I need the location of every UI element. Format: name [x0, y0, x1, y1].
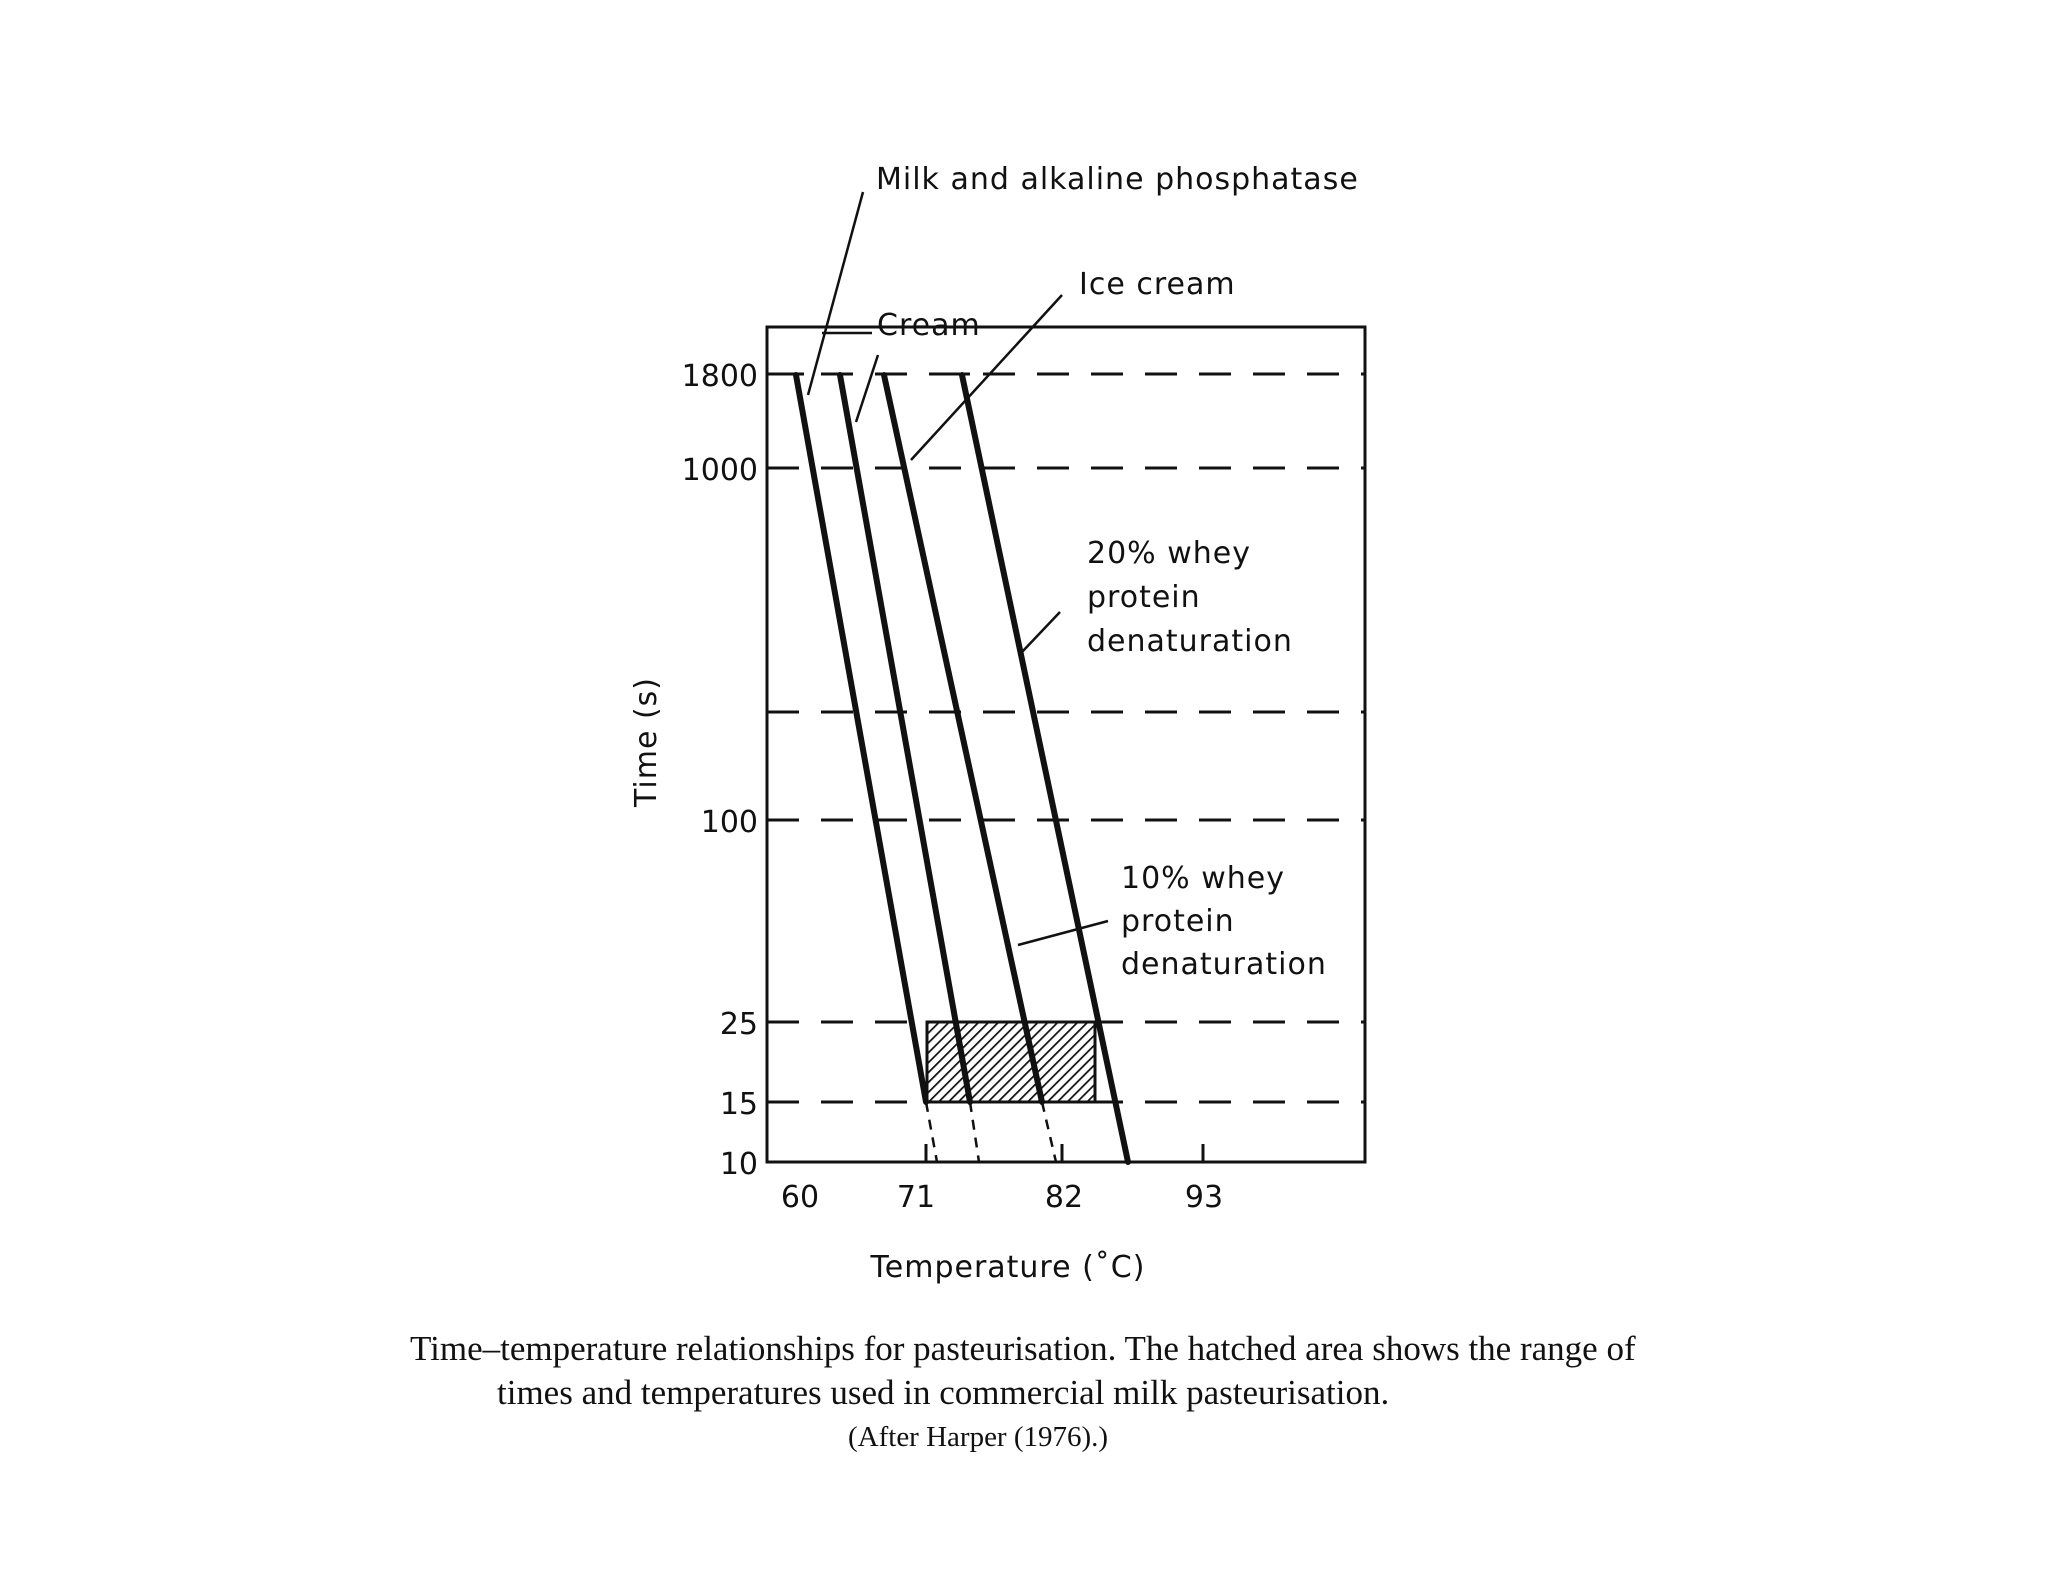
x-tick-label-93: 93 — [1184, 1180, 1224, 1215]
leader-milk — [808, 192, 863, 395]
annotation-20-whey-line2: protein — [1087, 580, 1201, 615]
x-tick-label-60: 60 — [780, 1180, 820, 1215]
caption-line-2: times and temperatures used in commercial milk pasteurisation. — [497, 1373, 1390, 1412]
x-tick-label-82: 82 — [1044, 1180, 1084, 1215]
annotation-milk: Milk and alkaline phosphatase — [876, 162, 1359, 197]
leader-20-whey — [1022, 612, 1060, 652]
leader-cream — [856, 355, 878, 422]
annotation-10-whey-line1: 10% whey — [1121, 861, 1285, 896]
caption-source: (After Harper (1976).) — [848, 1421, 1109, 1453]
y-tick-label-100: 100 — [700, 805, 758, 840]
annotation-cream: Cream — [877, 308, 981, 343]
x-tick-label-71: 71 — [896, 1180, 936, 1215]
y-axis-label: Time (s) — [629, 677, 664, 807]
annotation-20-whey-line3: denaturation — [1087, 624, 1293, 659]
annotation-20-whey-line1: 20% whey — [1087, 536, 1251, 571]
annotation-10-whey-line3: denaturation — [1121, 947, 1327, 982]
leader-10-whey — [1018, 921, 1108, 945]
y-tick-label-1000: 1000 — [681, 453, 758, 488]
y-tick-label-10: 10 — [719, 1147, 758, 1182]
x-axis-label: Temperature (˚C) — [870, 1250, 1146, 1285]
y-tick-label-15: 15 — [719, 1087, 758, 1122]
dashed-extension-cream — [970, 1102, 979, 1162]
caption-line-1: Time–temperature relationships for pasteurisation. The hatched area shows the range of — [410, 1329, 1636, 1368]
y-tick-label-1800: 1800 — [681, 359, 758, 394]
hatched-pasteurisation-region — [927, 1022, 1095, 1102]
annotation-10-whey-line2: protein — [1121, 904, 1235, 939]
dashed-extension-milk — [926, 1102, 937, 1162]
annotation-ice-cream: Ice cream — [1079, 267, 1236, 302]
dashed-extension-ice-cream — [1042, 1102, 1056, 1162]
y-tick-label-25: 25 — [719, 1007, 758, 1042]
